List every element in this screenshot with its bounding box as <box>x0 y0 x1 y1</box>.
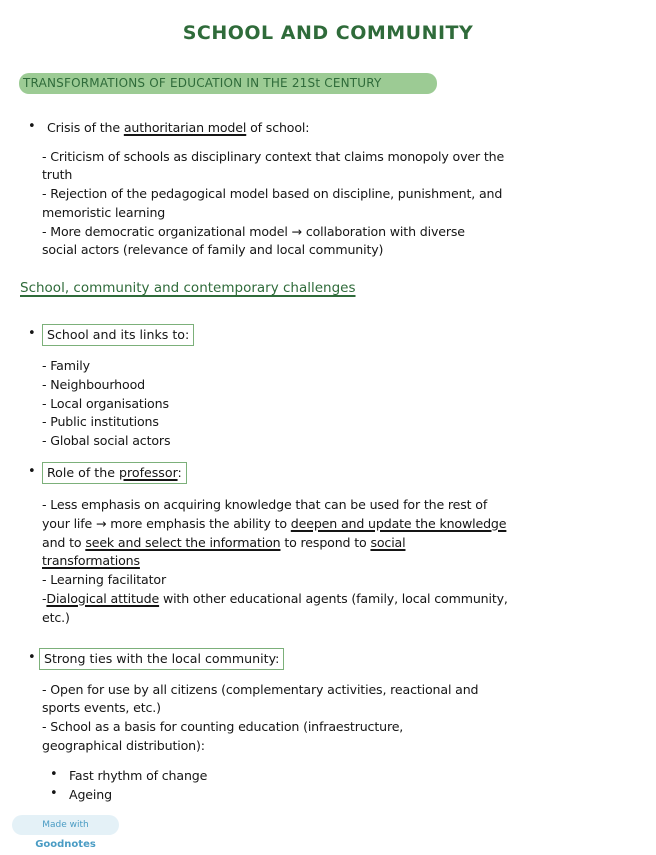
role-line-2b: deepen and update the knowledge <box>290 516 507 531</box>
crisis-line-3: - Rejection of the pedagogical model based on discipline, punishment, and <box>42 186 503 201</box>
links-item: - Family <box>42 358 90 373</box>
page-title: SCHOOL AND COMMUNITY <box>182 22 474 44</box>
ties-heading: Strong ties with the local community: <box>39 648 284 670</box>
role-line-3b: seek and select the information <box>85 535 281 550</box>
crisis-line-2: truth <box>42 167 73 182</box>
bullet-dot: • <box>28 650 36 665</box>
role-line-2 <box>42 515 506 534</box>
section-heading: School, community and contemporary challenges <box>20 280 356 296</box>
crisis-line-5: - More democratic organizational model → collaboration with diverse <box>42 224 465 239</box>
crisis-line-4: memoristic learning <box>42 205 166 220</box>
crisis-text-b: of school: <box>250 120 310 135</box>
role-heading-underlined: professor <box>118 465 178 480</box>
goodnotes-watermark <box>12 815 119 850</box>
crisis-underlined: authoritarian model <box>123 120 247 135</box>
crisis-line-6: social actors (relevance of family and local community) <box>42 242 384 257</box>
links-item: - Global social actors <box>42 433 171 448</box>
role-line-2a: your life → more emphasis the ability to <box>42 516 287 531</box>
role-line-6a: - <box>42 591 47 606</box>
bullet-dot: • <box>28 119 36 134</box>
links-item: - Public institutions <box>42 414 159 429</box>
role-line-1: - Less emphasis on acquiring knowledge that can be used for the rest of <box>42 497 488 512</box>
watermark-made: Made with <box>42 820 89 830</box>
role-heading-a: Role of the <box>47 465 115 480</box>
section-banner-text: TRANSFORMATIONS OF EDUCATION IN THE 21St CENTURY <box>23 76 382 90</box>
links-heading: School and its links to: <box>42 324 194 346</box>
bullet-dot: • <box>28 464 36 479</box>
ties-line-3: - School as a basis for counting education (infraestructure, <box>42 719 404 734</box>
role-line-6 <box>42 590 508 609</box>
role-line-4 <box>42 552 140 571</box>
role-line-5: - Learning facilitator <box>42 572 166 587</box>
role-heading-colon: : <box>177 465 182 480</box>
role-line-3c: to respond to <box>284 535 367 550</box>
crisis-text-a: Crisis of the <box>47 120 120 135</box>
role-line-6c: with other educational agents (family, local community, <box>162 591 508 606</box>
watermark-brand: Goodnotes <box>35 839 96 850</box>
role-heading <box>42 462 187 484</box>
section-banner <box>19 73 437 94</box>
role-line-3a: and to <box>42 535 82 550</box>
crisis-bullet-text <box>47 119 309 138</box>
ties-subitem: Fast rhythm of change <box>69 768 208 783</box>
role-line-4-text: transformations <box>42 553 140 568</box>
role-line-3d: social <box>370 535 406 550</box>
ties-line-2: sports events, etc.) <box>42 700 161 715</box>
crisis-line-1: - Criticism of schools as disciplinary context that claims monopoly over the <box>42 149 505 164</box>
links-item: - Local organisations <box>42 396 169 411</box>
bullet-dot: • <box>28 326 36 341</box>
role-line-3 <box>42 534 405 553</box>
bullet-dot: • <box>50 767 58 782</box>
ties-line-4: geographical distribution): <box>42 738 205 753</box>
ties-line-1: - Open for use by all citizens (complementary activities, reactional and <box>42 682 479 697</box>
links-item: - Neighbourhood <box>42 377 145 392</box>
bullet-dot: • <box>50 786 58 801</box>
role-line-7: etc.) <box>42 610 70 625</box>
ties-subitem: Ageing <box>69 787 112 802</box>
role-line-6b: Dialogical attitude <box>46 591 160 606</box>
